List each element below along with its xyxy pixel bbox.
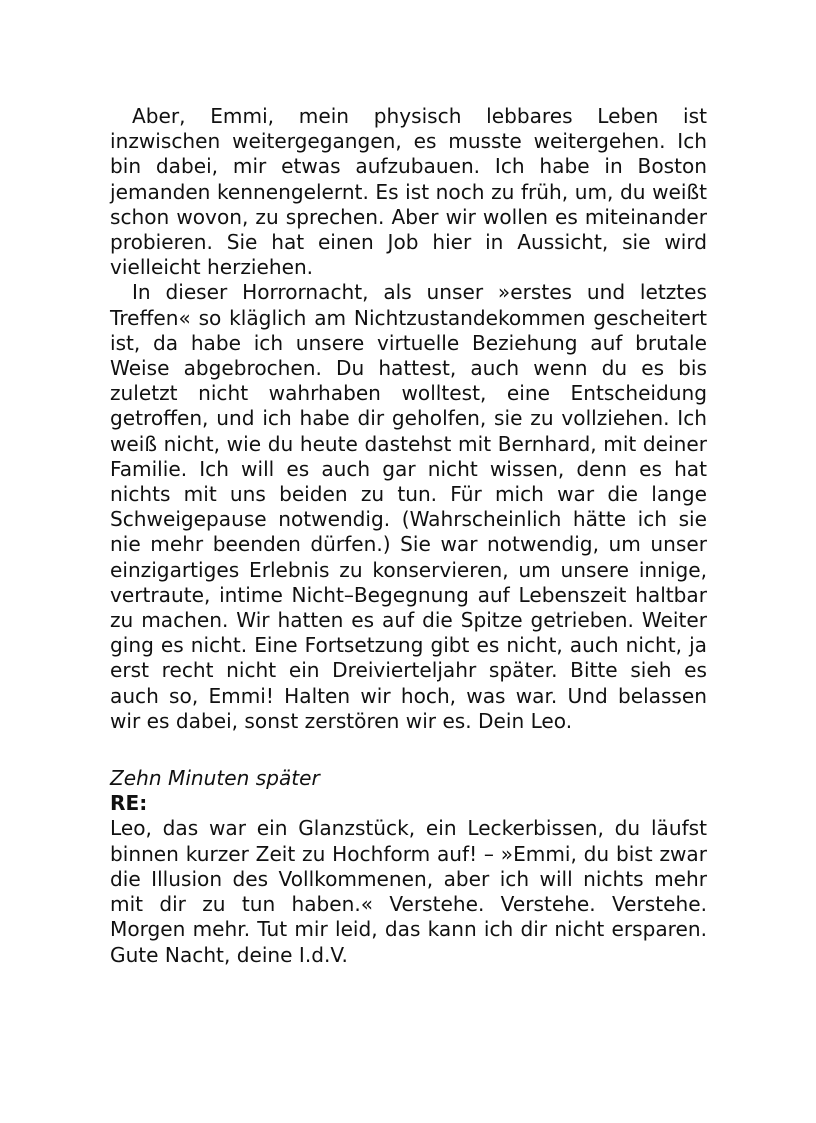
paragraph-emmi-reply: Leo, das war ein Glanzstück, ein Leckerbissen, du läufst binnen kurzer Zeit zu Hochform auf! – »Emmi, du bist zwar die Illusion des Vollkommenen, aber ich will nichts mehr mit dir zu tun haben.« Verstehe. Verstehe. Verstehe. Morgen mehr. Tut mir leid, das kann ich dir nicht ersparen. Gute Nacht, deine I.d.V. — [110, 816, 707, 967]
paragraph-leo-horror-night: In dieser Horrornacht, als unser »erstes und letztes Treffen« so kläglich am Nichtzustandekommen gescheitert ist, da habe ich unsere virtuelle Beziehung auf brutale Weise abgebrochen. Du hattest, auch wenn du es bis zuletzt nicht wahrhaben wolltest, eine Entscheidung getroffen, und ich habe dir geholfen, sie zu vollziehen. Ich weiß nicht, wie du heute dastehst mit Bernhard, mit deiner Familie. Ich will es auch gar nicht wissen, denn es hat nichts mit uns beiden zu tun. Für mich war die lange Schweigepause notwendig. (Wahrscheinlich hätte ich sie nie mehr beenden dürfen.) Sie war notwendig, um unser einzigartiges Erlebnis zu konservieren, um unsere innige, vertraute, intime Nicht–Begegnung auf Lebenszeit haltbar zu machen. Wir hatten es auf die Spitze getrieben. Weiter ging es nicht. Eine Fortsetzung gibt es nicht, auch nicht, ja erst recht nicht ein Dreivierteljahr später. Bitte sieh es auch so, Emmi! Halten wir hoch, was war. Und belassen wir es dabei, sonst zerstören wir es. Dein Leo. — [110, 280, 707, 733]
document-page — [110, 104, 707, 968]
subject-heading: RE: — [110, 791, 148, 816]
paragraph-leo-new-life: Aber, Emmi, mein physisch lebbares Leben ist inzwischen weitergegangen, es musste weitergehen. Ich bin dabei, mir etwas aufzubauen. Ich habe in Boston jemanden kennengelernt. Es ist noch zu früh, um, du weißt schon wovon, zu sprechen. Aber wir wollen es miteinander probieren. Sie hat einen Job hier in Aussicht, sie wird vielleicht herziehen. — [110, 104, 707, 280]
time-heading: Zehn Minuten später — [110, 766, 320, 791]
